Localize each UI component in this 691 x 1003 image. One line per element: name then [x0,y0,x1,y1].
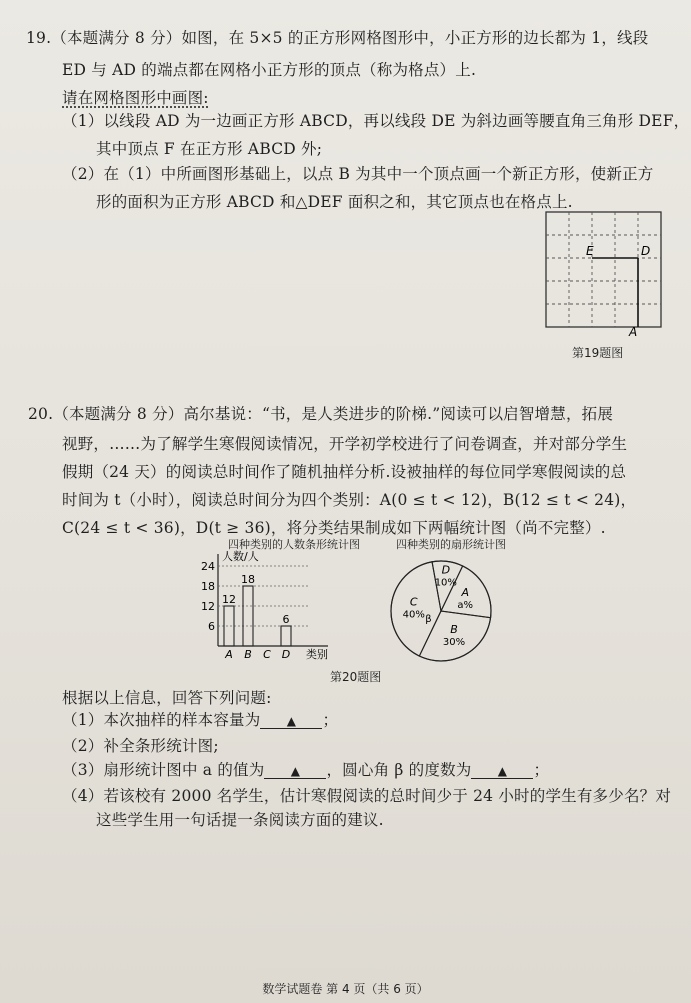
q19-line-1: 19.（本题满分 8 分）如图，在 5×5 的正方形网格图形中，小正方形的边长都为 1，线段 [26,29,649,47]
bar-y-tick-label: 12 [201,600,215,613]
grid-border [546,212,661,327]
q20-sub-3-text-b: ，圆心角 β 的度数为 [326,761,472,779]
answer-blank-3[interactable] [471,764,533,779]
q20-sub-4-a: （4）若该校有 2000 名学生，估计寒假阅读的总时间少于 24 小时的学生有多少名？对 [62,787,672,805]
point-d-label: D [641,244,651,258]
bar-category-label: A [225,648,233,661]
pie-angle-beta: β [425,613,432,625]
q19-grid-figure [540,206,670,336]
q20-sub-3 [62,758,549,780]
q20-intro: 根据以上信息，回答下列问题: [62,689,272,707]
page-footer: 数学试题卷 第 4 页（共 6 页） [262,982,429,996]
q19-line-7: 形的面积为正方形 ABCD 和△DEF 面积之和，其它顶点也在格点上. [96,193,573,211]
q19-line-3: 请在网格图形中画图: [62,89,209,107]
bar-y-tick-label: 18 [201,580,215,593]
pie-slice-label: D [441,563,451,577]
q20-sub-1 [62,708,338,730]
bar-x-label: 类别 [306,648,328,661]
bar-value-label: 18 [241,573,255,586]
bar-chart [190,548,340,666]
pie-value-label: a% [457,599,474,611]
q19-line-2: ED 与 AD 的端点都在网格小正方形的顶点（称为格点）上. [62,61,477,79]
bar-y-tick-label: 6 [208,620,215,633]
point-a-label: A [629,325,638,336]
q19-line-5: 其中顶点 F 在正方形 ABCD 外; [96,140,323,158]
q20-line-2: 视野，……为了解学生寒假阅读情况，开学初学校进行了问卷调查，并对部分学生 [62,435,628,453]
grid-lines [546,212,661,327]
bar-y-label: 人数/人 [222,550,259,563]
blank-mark-3: ▲ [497,764,508,778]
blank-mark-1: ▲ [286,714,297,728]
pie-value-label: 30% [442,637,466,649]
bar-category-label: D [281,648,291,661]
bar-a [224,606,234,646]
q20-sub-4-b: 这些学生用一句话提一条阅读方面的建议. [96,811,384,829]
q19-line-6: （2）在（1）中所画图形基础上，以点 B 为其中一个顶点画一个新正方形，使新正方 [62,165,654,183]
q20-sub-3-text-a: （3）扇形统计图中 a 的值为 [62,761,265,779]
q20-line-3: 假期（24 天）的阅读总时间作了随机抽样分析.设被抽样的每位同学寒假阅读的总 [62,463,627,481]
answer-blank-2[interactable] [264,764,326,779]
bar-chart-title: 四种类别的人数条形统计图 [228,538,360,551]
pie-value-label: 10% [434,577,457,589]
bar-category-label: C [263,648,271,661]
q20-caption: 第20题图 [330,670,382,684]
q19-caption: 第19题图 [572,346,624,360]
pie-slice-label: B [450,623,458,637]
q19-line-4: （1）以线段 AD 为一边画正方形 ABCD，再以线段 DE 为斜边画等腰直角三角形 DEF， [62,112,690,130]
q20-sub-2: （2）补全条形统计图; [62,737,219,755]
pie-slice-label: C [409,595,418,609]
bar-b [243,586,253,646]
bar-value-label: 12 [222,593,236,606]
q20-line-5: C(24 ≤ t < 36)，D(t ≥ 36)，将分类结果制成如下两幅统计图（尚不完整）. [62,519,606,537]
q20-line-4: 时间为 t（小时），阅读总时间分为四个类别：A(0 ≤ t < 12)，B(12 ≤ t < 24)， [62,491,637,509]
pie-slice-label: A [461,585,469,599]
pie-chart-title: 四种类别的扇形统计图 [396,538,506,551]
blank-mark-2: ▲ [290,764,301,778]
bar-d [281,626,291,646]
q20-sub-1-end: ； [322,711,339,729]
q20-line-1: 20.（本题满分 8 分）高尔基说：“书，是人类进步的阶梯.”阅读可以启智增慧，拓展 [28,405,614,423]
bar-y-tick-label: 24 [201,560,215,573]
bar-value-label: 6 [282,613,290,626]
pie-value-label: 40% [402,609,425,621]
q20-sub-1-text: （1）本次抽样的样本容量为 [62,711,261,729]
bar-category-label: B [244,648,252,661]
answer-blank-1[interactable] [260,714,322,729]
point-e-label: E [586,244,594,258]
pie-chart [386,556,496,666]
q20-sub-3-end: ； [533,761,550,779]
